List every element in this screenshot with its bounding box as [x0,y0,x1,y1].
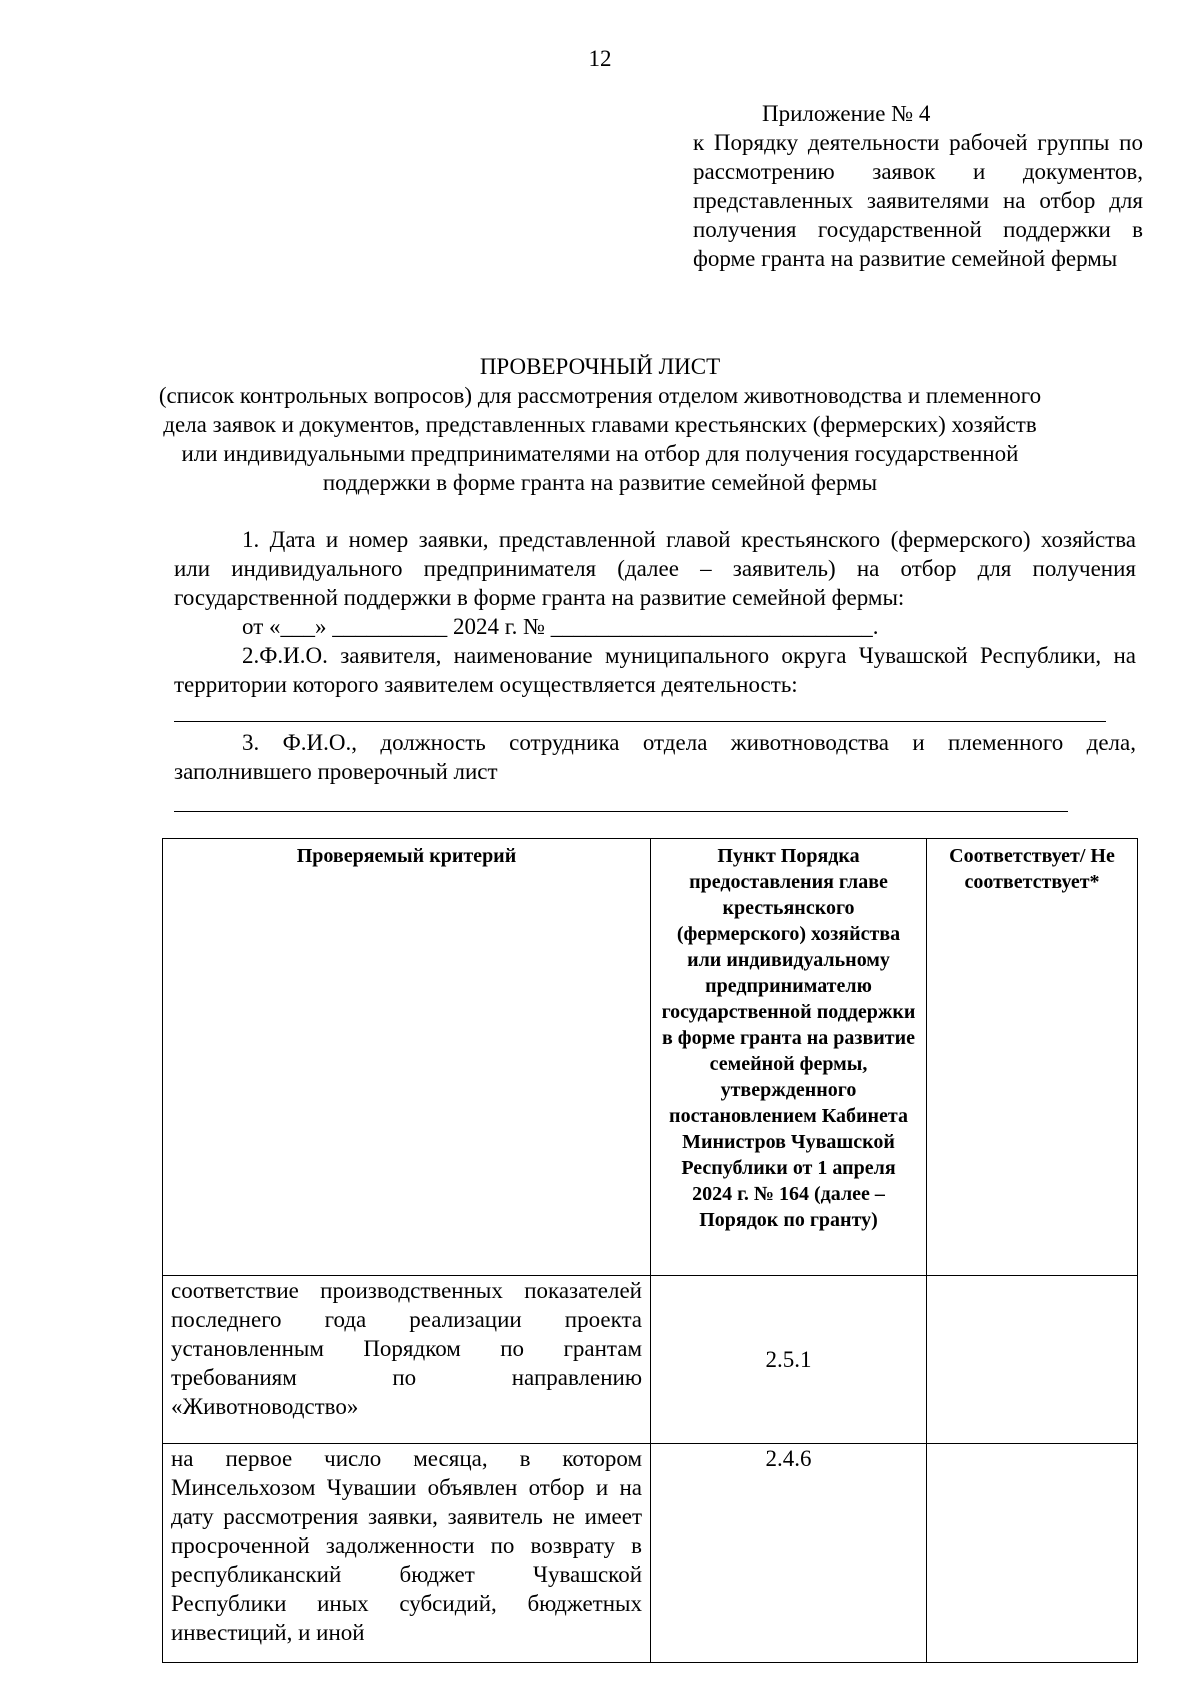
clause-cell [651,1444,927,1663]
status-cell[interactable] [927,1276,1138,1444]
table-row [163,1444,1138,1663]
clause-cell [651,1276,927,1444]
item-2-text: 2.Ф.И.О. заявителя, наименование муниципального округа Чувашской Республики, на территории которого заявителем осуществляется деятельность: [174,643,1136,697]
page-number: 12 [588,46,612,71]
clause-text: 2.5.1 [765,1347,812,1372]
table-header-row [163,839,1138,1276]
header-clause: Пункт Порядка предоставления главе крестьянского (фермерского) хозяйства или индивидуальному предпринимателю государственной поддержки в форме гранта на развитие семейной фермы, утвержденного постановлением Кабинета Министров Чувашской Республики от 1 апреля 2024 г. № 164 (далее – Порядок по гранту) [651,839,927,1276]
header-status: Соответствует/ Не соответствует* [927,839,1138,1276]
status-cell[interactable] [927,1444,1138,1663]
criterion-text: на первое число месяца, в котором Минсельхозом Чувашии объявлен отбор и на дату рассмотрения заявки, заявитель не имеет просроченной задолженности по возврату в республиканский бюджет Чувашской Республики иных субсидий, бюджетных инвестиций, и иной [171,1446,642,1645]
table-row [163,1276,1138,1444]
criteria-table [162,838,1138,1663]
document-title: ПРОВЕРОЧНЫЙ ЛИСТ [479,354,721,379]
criterion-text: соответствие производственных показателей последнего года реализации проекта установленным Порядком по грантам требованиям по направлению «Животноводство» [171,1278,642,1419]
item-1-date-line: от «___» __________ 2024 г. № ____________________________. [242,614,879,639]
item-3-fill-line [174,811,1068,812]
appendix-title: Приложение № 4 [762,101,931,126]
document-subtitle: (список контрольных вопросов) для рассмотрения отделом животноводства и племенного дела заявок и документов, представленных главами крестьянских (фермерских) хозяйств или индивидуальными предпринимателями на отбор для получения государственной поддержки в форме гранта на развитие семейной фермы [158,383,1042,495]
clause-text: 2.4.6 [765,1446,812,1471]
criterion-cell [163,1276,651,1444]
appendix-block [693,99,1143,273]
item-2-fill-line [174,721,1106,722]
item-1-text: 1. Дата и номер заявки, представленной главой крестьянского (фермерского) хозяйства или индивидуального предпринимателя (далее – заявитель) на отбор для получения государственной поддержки в форме гранта на развитие семейной фермы: [174,527,1136,610]
appendix-text: к Порядку деятельности рабочей группы по рассмотрению заявок и документов, представленных заявителями на отбор для получения государственной поддержки в форме гранта на развитие семейной фермы [693,130,1143,271]
header-criterion: Проверяемый критерий [163,839,651,1276]
item-3-text: 3. Ф.И.О., должность сотрудника отдела животноводства и племенного дела, заполнившего проверочный лист [174,730,1136,784]
criterion-cell [163,1444,651,1663]
